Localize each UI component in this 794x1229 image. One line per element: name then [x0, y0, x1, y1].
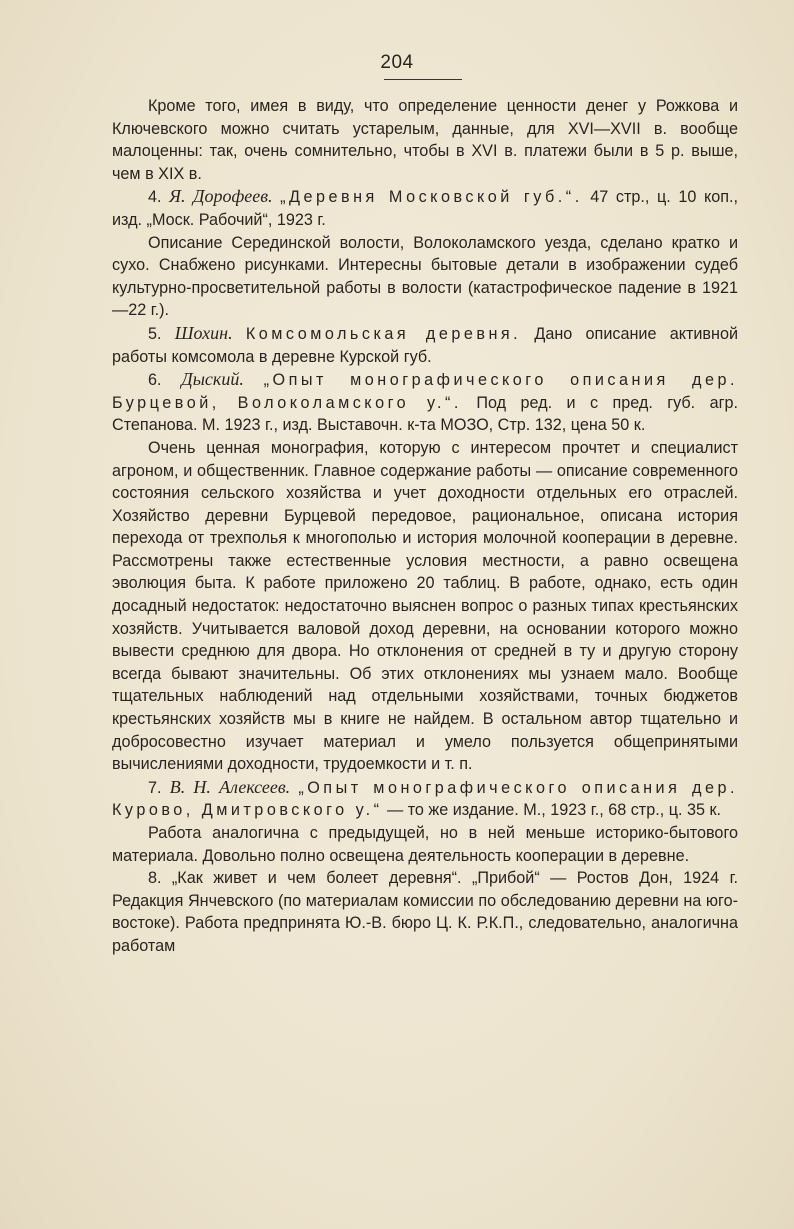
entry-author: Дыский. — [181, 369, 244, 390]
entry-details: 47 стр., ц. 10 коп., изд. „Моск. Рабочий“, 1923 г. — [112, 188, 738, 229]
entry-number: 4. — [148, 188, 162, 207]
body-text — [112, 95, 738, 958]
entry-author: В. Н. Алексеев. — [169, 776, 291, 797]
entry-number: 6. — [148, 371, 162, 390]
page-number: 204 — [380, 52, 414, 73]
entry-title: „Деревня Московской губ.“. — [280, 188, 583, 207]
entry-author: Шохин. — [174, 322, 233, 343]
bibliography-entry — [112, 322, 738, 368]
paragraph: Работа аналогична с предыдущей, но в ней меньше историко-бытового материала. Довольно полно освещена деятельность кооперации в деревне. — [112, 824, 738, 865]
entry-details: — то же издание. М., 1923 г., 68 стр., ц. 35 к. — [387, 801, 722, 820]
bibliography-entry: 8. „Как живет и чем болеет деревня“. „Прибой“ — Ростов Дон, 1924 г. Редакция Янчевского (по материалам комиссии по обследованию деревни на юго-востоке). Работа предпринята Ю.-В. бюро Ц. К. Р.К.П., следовательно, аналогична работам — [112, 869, 738, 955]
entry-number: 7. — [148, 778, 162, 797]
paragraph: Описание Серединской волости, Волоколамского уезда, сделано кратко и сухо. Снабжено рисунками. Интересны бытовые детали в изображении судеб культурно-просветительной работы в волости (катастрофическое падение в 1921—22 г.). — [112, 233, 738, 320]
page-number-rule — [384, 79, 462, 80]
entry-details: Дано описание активной работы комсомола в деревне Курской губ. — [112, 324, 738, 366]
paragraph: Кроме того, имея в виду, что определение ценности денег у Рожкова и Ключевского можно считать устарелым, данные, для XVI—XVII в. вообще малоценны: так, очень сомнительно, чтобы в XVI в. платежи были в 5 р. выше, чем в XIX в. — [112, 97, 738, 183]
entry-title: „Опыт монографического описания дер. Бурцевой, Волоколамского у.“. — [112, 371, 738, 412]
bibliography-entry — [112, 185, 738, 231]
entry-details: Под ред. и с пред. губ. агр. Степанова. М. 1923 г., изд. Выставочн. к-та МОЗО, Стр. 132, цена 50 к. — [112, 393, 739, 435]
paragraph: Очень ценная монография, которую с интересом прочтет и специалист агроном, и общественник. Главное содержание работы — описание современного состояния сельского хозяйства и учет доходности отдельных его отраслей. Хозяйство деревни Бурцевой передовое, рациональное, описана история перехода от трехполья к многополью и история молочной кооперации в деревне. Рассмотрены также естественные условия местности, а равно освещена эволюция быта. К работе приложено 20 таблиц. В работе, однако, есть один досадный недостаток: недостаточно выяснен вопрос о разных типах крестьянских хозяйств. Учитывается валовой доход деревни, на основании которого можно вывести среднюю для двора. Но отклонения от средней в ту и другую сторону всегда бывают значительны. Об этих отклонениях мы узнаем мало. Вообще тщательных наблюдений над отдельными хозяйствами, точных бюджетов крестьянских хозяйств мы в книге не найдем. В остальном автор тщательно и добросовестно изучает материал и умело пользуется общепринятыми вычислениями доходности, трудоемкости и т. п. — [112, 438, 738, 774]
entry-title: Комсомольская деревня. — [245, 324, 522, 343]
entry-title: „Опыт монографического описания дер. Курово, Дмитровского у.“ — [112, 778, 738, 820]
bibliography-entry — [112, 776, 738, 822]
entry-number: 5. — [148, 324, 162, 343]
bibliography-entry — [112, 368, 738, 437]
entry-author: Я. Дорофеев. — [169, 186, 273, 207]
